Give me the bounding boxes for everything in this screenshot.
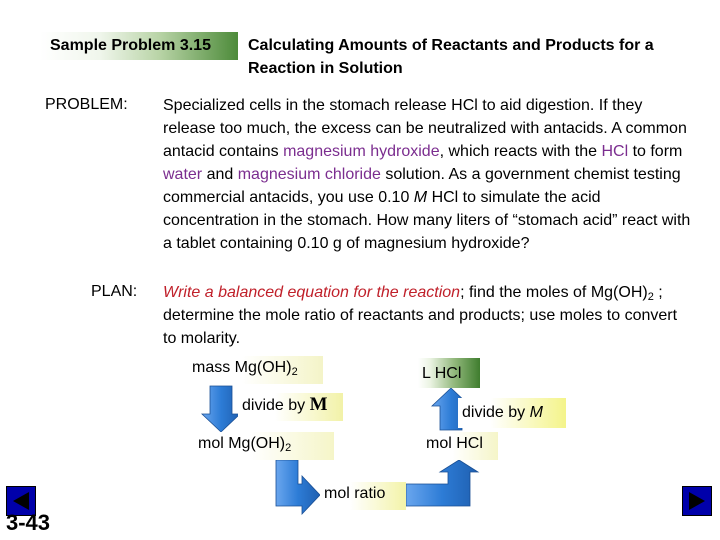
box-label: divide by <box>462 404 530 421</box>
plan-label: PLAN: <box>91 283 138 300</box>
divide-by-molarity-box-left <box>238 393 343 421</box>
problem-label: PROBLEM: <box>45 96 128 113</box>
problem-text-part: Specialized cells in the stomach release HCl to aid digestion. If they release too much, the excess can be neutralized with antacids. A common antacid contains <box>163 97 687 160</box>
mass-mgoh2-box <box>188 356 323 384</box>
arrow-down-icon <box>202 386 240 432</box>
liters-hcl-box <box>418 358 480 388</box>
problem-text-part: and <box>202 166 238 183</box>
box-label: mol Mg(OH) <box>198 435 286 452</box>
subscript: 2 <box>291 366 298 378</box>
problem-text-part: HCl to simulate the acid concentration in the stomach. How many liters of “stomach acid” react with a tablet containing 0.10 g of magnesium hydroxide? <box>163 189 691 252</box>
box-label: divide by <box>242 397 310 414</box>
keyword-water: water <box>163 166 203 183</box>
arrow-elbow-up-icon <box>406 460 478 506</box>
divide-by-molarity-box-right <box>458 398 566 428</box>
molar-symbol: M <box>529 404 543 421</box>
molar-symbol: M <box>309 394 328 415</box>
problem-text-part: solution. As a government chemist testing commercial antacids, you use 0.10 <box>163 166 681 206</box>
arrow-elbow-right-icon <box>276 460 320 514</box>
subscript: 2 <box>285 442 292 454</box>
triangle-right-icon <box>683 487 711 515</box>
slide-number: 3-43 <box>6 510 51 535</box>
next-slide-button[interactable] <box>682 486 712 516</box>
mol-ratio-box <box>320 482 406 510</box>
slide-title: Calculating Amounts of Reactants and Products for a Reaction in Solution <box>248 37 654 77</box>
mol-hcl-box <box>422 432 498 460</box>
sample-problem-label: Sample Problem 3.15 <box>50 37 211 54</box>
box-label: mol HCl <box>426 435 483 452</box>
keyword-magnesium-hydroxide: magnesium hydroxide <box>283 143 440 160</box>
box-label: L HCl <box>422 365 462 382</box>
plan-text-part: ; determine the mole ratio of reactants and products; use moles to convert to molarity. <box>163 284 678 347</box>
box-label: mass Mg(OH) <box>192 359 292 376</box>
keyword-hcl: HCl <box>601 143 629 160</box>
plan-text-part: ; find the moles of Mg(OH) <box>460 284 648 301</box>
problem-text-part: to form <box>628 143 683 160</box>
keyword-magnesium-chloride: magnesium chloride <box>237 166 381 183</box>
subscript: 2 <box>647 291 654 303</box>
box-label: mol ratio <box>324 485 386 502</box>
problem-text-part: , which reacts with the <box>439 143 602 160</box>
mol-mgoh2-box <box>194 432 334 460</box>
plan-highlight: Write a balanced equation for the reaction <box>163 284 461 301</box>
molar-symbol: M <box>413 189 428 206</box>
